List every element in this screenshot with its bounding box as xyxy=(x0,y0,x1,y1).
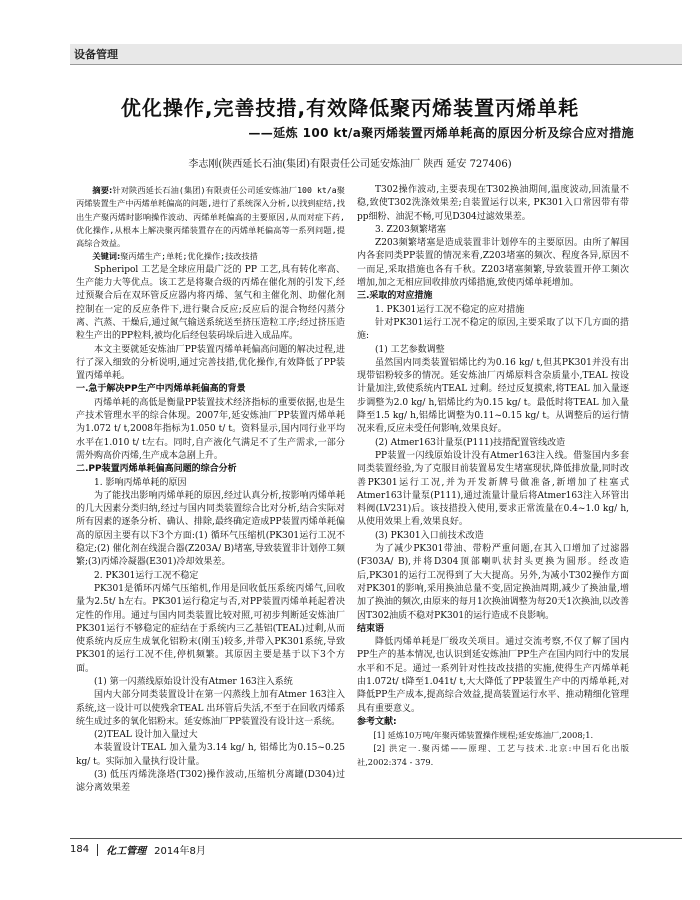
section-heading: 一.急于解决PP生产中丙烯单耗偏高的背景 xyxy=(76,384,246,395)
subheading: 1. 影响丙烯单耗的原因 xyxy=(94,477,187,488)
subheading: 3. Z203频繁堵塞 xyxy=(375,224,446,235)
abstract-text: 针对陕西延长石油(集团)有限责任公司延安炼油厂100 kt/a聚丙烯装置生产中丙烯单耗偏高的问题,进行了系统深入分析,以找到症结,找出生产聚丙烯时影响操作波动、丙烯单耗偏高的主要原因,从而对症下药,优化操作,从根本上解决聚丙烯装置存在的丙烯单耗偏高等一系列问题,提高综合效益。 xyxy=(76,185,345,249)
section-label: 设备管理 xyxy=(74,48,118,61)
list-item: (2)TEAL 设计加入量过大 xyxy=(94,730,198,741)
right-column xyxy=(357,184,629,769)
magazine-name: 化工管理 xyxy=(106,846,147,857)
list-item: (3) 低压丙烯洗涤塔(T302)操作波动,压缩机分离罐(D304)过滤分离效果差 xyxy=(76,770,345,794)
references-heading: 参考文献: xyxy=(357,716,397,727)
issue-date: 2014年8月 xyxy=(154,846,206,857)
section-heading: 三.采取的对应措施 xyxy=(357,291,433,302)
paragraph: PP装置一闪线原始设计没有Atmer163注入线。借鉴国内多套同类装置经验,为了克服目前装置易发生堵塞现状,降低排放量,同时改善PK301运行工况,并为开发新牌号做准备,新增加了柱塞式Atmer163计量泵(P111),通过流量计量后将Atmer163注入环管出料阀(LV231)后。该技措投入使用,要求正常流量在0.4~1.0 kg/ h,从使用效果上看,效果良好。 xyxy=(357,450,629,528)
paragraph: 本装置设计TEAL 加入量为3.14 kg/ h, 铝烯比为0.15~0.25 kg/ t。实际加入量执行设计量。 xyxy=(76,743,345,767)
paragraph: 降低丙烯单耗是厂级攻关项目。通过交流考察,不仅了解了国内PP生产的基本情况,也认识到延安炼油厂PP生产在国内同行中的发展水平和不足。通过一系列针对性技改技措的实施,使得生产丙烯单耗由1.072t/ t降至1.041t/ t,大大降低了PP装置生产中的丙烯单耗,对降低PP生产成本,提高综合效益,提高装置运行水平、推动精细化管理具有重要意义。 xyxy=(357,637,629,714)
footer-rule xyxy=(70,838,682,839)
abstract-label: 摘要: xyxy=(92,185,113,195)
page-footer xyxy=(70,842,206,857)
list-item: (1) 第一闪蒸线原始设计没有Atmer 163注入系统 xyxy=(94,676,293,687)
author-line: 李志刚(陕西延长石油(集团)有限责任公司延安炼油厂 陕西 延安 727406) xyxy=(188,159,512,170)
paragraph: Spheripol 工艺是全球应用最广泛的 PP 工艺,具有转化率高、生产能力大等优点。该工艺是将聚合级的丙烯在催化剂的引发下,经过预聚合后在双环管反应器内将丙烯、氢气和主催化剂、助催化剂控制在一定的反应条件下,进行聚合反应;反应后的混合物经闪蒸分离、汽蒸、干燥后,通过氮气输送系统送至挤压造粒工序;经过挤压造粒生产出的PP粒料,被均化后经包装码垛后进入成品库。 xyxy=(76,264,345,342)
list-item: (1) 工艺参数调整 xyxy=(375,344,445,355)
paragraph: 为了减少PK301带油、带粉严重问题,在其入口增加了过滤器(F303A/ B),并将D304顶部喇叭状封头更换为圆形。经改造后,PK301的运行工况得到了大大提高。另外,为减小T302操作方面对PK301的影响,采用换油总量不变,固定换油周期,减少了换油量,增加了换油的频次,由原来的每月1次换油调整为每20天1次换油,以改善因T302油质不稳对PK301的运行造成不良影响。 xyxy=(357,544,629,621)
footer-divider xyxy=(97,844,98,856)
section-heading: 二.PP装置丙烯单耗偏高问题的综合分析 xyxy=(76,464,237,475)
paragraph: 针对PK301运行工况不稳定的原因,主要采取了以下几方面的措施: xyxy=(357,317,629,342)
reference-item: [2] 洪定一.聚丙烯——原理、工艺与技术.北京:中国石化出版社,2002:374 - 379. xyxy=(357,743,629,767)
section-tag xyxy=(70,44,682,65)
article-title: 优化操作,完善技措,有效降低聚丙烯装置丙烯单耗 xyxy=(120,96,580,120)
list-item: (2) Atmer163计量泵(P111)技措配置管线改造 xyxy=(375,437,566,448)
subheading: 2. PK301运行工况不稳定 xyxy=(94,570,199,581)
paragraph: Z203频繁堵塞是造成装置非计划停车的主要原因。由所了解国内各套同类PP装置的情况来看,Z203堵塞的频次、程度各异,原因不一而足,采取措施也各有千秋。Z203堵塞频繁,导致装置开停工频次增加,加之无相应回收排放丙烯措施,致使丙烯单耗增加。 xyxy=(357,238,629,289)
list-item: (3) PK301入口前技术改造 xyxy=(375,530,484,541)
paragraph: PK301是循环丙烯气压缩机,作用是回收低压系统丙烯气,回收量为2.5t/ h左右。PK301运行稳定与否,对PP装置丙烯单耗起着决定性的作用。通过与国内同类装置比较对照,可初步判断延安炼油厂PK301运行不够稳定的症结在于系统内三乙基铝(TEAL)过剩,从而使系统内反应生成氧化铝粉末(刚玉)较多,并带入PK301系统,导致PK301的运行工况不佳,停机频繁。其原因主要是基于以下3个方面。 xyxy=(76,583,345,674)
reference-item: [1] 延炼10万吨/年聚丙烯装置操作规程;延安炼油厂,2008;1. xyxy=(373,730,594,741)
paragraph: T302操作波动,主要表现在T302换油期间,温度波动,回流量不稳,致使T302洗涤效果差;自装置运行以来, PK301入口常因带有带pp细粉、油泥不畅,可见D304过滤效果差。 xyxy=(357,185,629,222)
keywords xyxy=(76,250,345,263)
paragraph: 为了能找出影响丙烯单耗的原因,经过认真分析,按影响丙烯单耗的几大因素分类归纳,经过与国内同类装置综合比对分析,结合实际对所有因素的逐条分析、确认、排除,最终确定造成PP装置丙烯单耗偏高的原因主要有以下3个方面:(1) 循环气压缩机(PK301运行工况不稳定;(2) 催化剂在线混合器(Z203A/ B)堵塞,导致装置非计划停工频繁;(3)丙烯冷凝器(E301)冷却效果差。 xyxy=(76,490,345,568)
keywords-text: 聚丙烯生产;单耗;优化操作;技改技措 xyxy=(120,251,258,262)
abstract xyxy=(76,184,345,250)
article-subtitle: ——延炼 100 kt/a聚丙烯装置丙烯单耗高的原因分析及综合应对措施 xyxy=(248,126,634,140)
keywords-label: 关键词: xyxy=(92,251,121,262)
paragraph: 虽然国内同类装置铝烯比约为0.16 kg/ t,但其PK301并没有出现带铝粉较多的情况。延安炼油厂丙烯原料含杂质量小,TEAL 按设计量加注,致使系统内TEAL 过剩。经过反复摸索,将TEAL 加入量逐步调整为2.0 kg/ h,铝烯比约为0.15 kg/ t。最低时将TEAL 加入量降至1.5 kg/ h,铝烯比调整为0.11~0.15 kg/ t。从调整后的运行情况来看,反应未受任何影响,效果良好。 xyxy=(357,357,629,435)
paragraph: 丙烯单耗的高低是衡量PP装置技术经济指标的重要依据,也是生产技术管理水平的综合体现。2007年,延安炼油厂PP装置丙烯单耗为1.072 t/ t,2008年指标为1.050 t/ t。资料显示,国内同行业平均水平在1.010 t/ t左右。同时,自产液化气满足不了生产需求,一部分需外购高价丙烯,生产成本急剧上升。 xyxy=(76,397,345,461)
paragraph: 本文主要就延安炼油厂PP装置丙烯单耗偏高问题的解决过程,进行了深入细致的分析说明,通过完善技措,优化操作,有效降低了PP装置丙烯单耗。 xyxy=(76,344,345,382)
left-column xyxy=(76,184,345,796)
section-heading: 结束语 xyxy=(357,623,385,634)
page-number: 184 xyxy=(70,844,90,855)
subheading: 1. PK301运行工况不稳定的应对措施 xyxy=(375,304,525,315)
paragraph: 国内大部分同类装置设计在第一闪蒸线上加有Atmer 163注入系统,这一设计可以使残余TEAL 出环管后失活,不至于在回收丙烯系统生成过多的氧化铝粉末。延安炼油厂PP装置没有设计这一系统。 xyxy=(76,690,345,727)
